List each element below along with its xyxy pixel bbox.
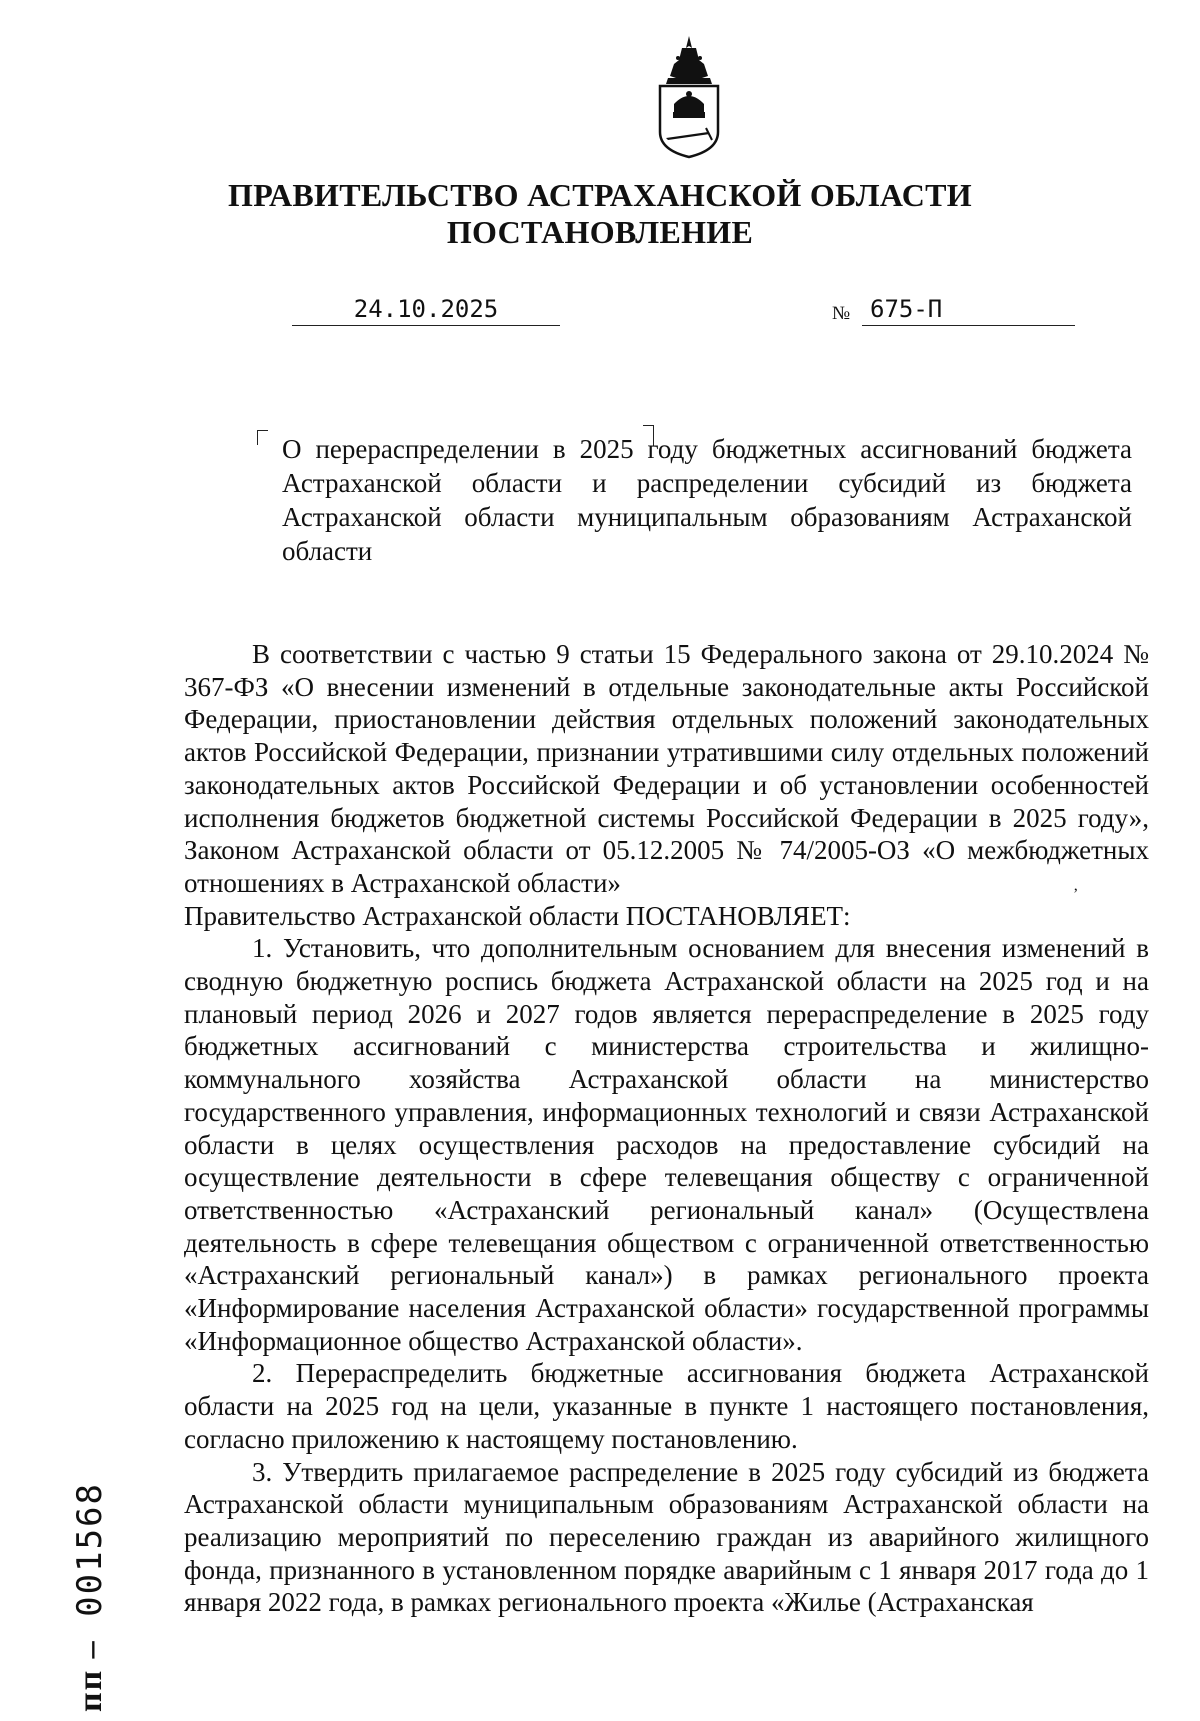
subject-bracket-left [257,430,268,445]
preamble: В соответствии с частью 9 статьи 15 Федерального закона от 29.10.2024 № 367-ФЗ «О внесении изменений в отдельные законодательные акты Российской Федерации, приостановлении действия отдельных положений законодательных актов Российской Федерации, признании утратившими силу отдельных положений законодательных актов Российской Федерации и об установлении особенностей исполнения бюджетов бюджетной системы Российской Федерации в 2025 году», Законом Астраханской области от 05.12.2005 № 74/2005-ОЗ «О межбюджетных отношениях в Астраханской области» [184,639,1149,898]
scan-mark: ʼ [1073,886,1079,903]
document-subject: О перераспределении в 2025 году бюджетных ассигнований бюджета Астраханской области и распределении субсидий из бюджета Астраханской области муниципальным образованиям Астраханской области [282,434,1132,566]
document-number: 675-П [862,295,1075,326]
stamp-number: 001568 [70,1482,110,1617]
item-3: 3. Утвердить прилагаемое распределение в 2025 году субсидий из бюджета Астраханской области муниципальным образованиям Астраханской области на реализацию мероприятий по переселению граждан из аварийного жилищного фонда, признанного в установленном порядке аварийным с 1 января 2017 года до 1 января 2022 года, в рамках регионального проекта «Жилье (Астраханская [184,1456,1149,1618]
document-body [184,638,1149,1619]
coat-of-arms-icon [652,34,726,160]
decree-line: Правительство Астраханской области ПОСТАНОВЛЯЕТ: [184,900,851,931]
number-sign: № [832,303,851,324]
item-1: 1. Установить, что дополнительным основанием для внесения изменений в сводную бюджетную роспись бюджета Астраханской области на 2025 год и на плановый период 2026 и 2027 годов является перераспределение в 2025 году бюджетных ассигнований с министерства строительства и жилищно-коммунального хозяйства Астраханской области на министерство государственного управления, информационных технологий и связи Астраханской области в целях осуществления расходов на предоставление субсидий на осуществление деятельности в сфере телевещания обществу с ограниченной ответственностью «Астраханский региональный канал» (Осуществлена деятельность в сфере телевещания обществом с ограниченной ответственностью «Астраханский региональный канал») в рамках регионального проекта «Информирование населения Астраханской области» государственной программы «Информационное общество Астраханской области». [184,933,1149,1356]
item-2: 2. Перераспределить бюджетные ассигнования бюджета Астраханской области на 2025 год на цели, указанные в пункте 1 настоящего постановления, согласно приложению к настоящему постановлению. [184,1358,1149,1454]
stamp-prefix: пп – [72,1639,109,1712]
document-date: 24.10.2025 [292,295,560,326]
document-authority: ПРАВИТЕЛЬСТВО АСТРАХАНСКОЙ ОБЛАСТИ [228,177,972,213]
registration-stamp [72,1482,109,1712]
document-type: ПОСТАНОВЛЕНИЕ [446,214,754,250]
